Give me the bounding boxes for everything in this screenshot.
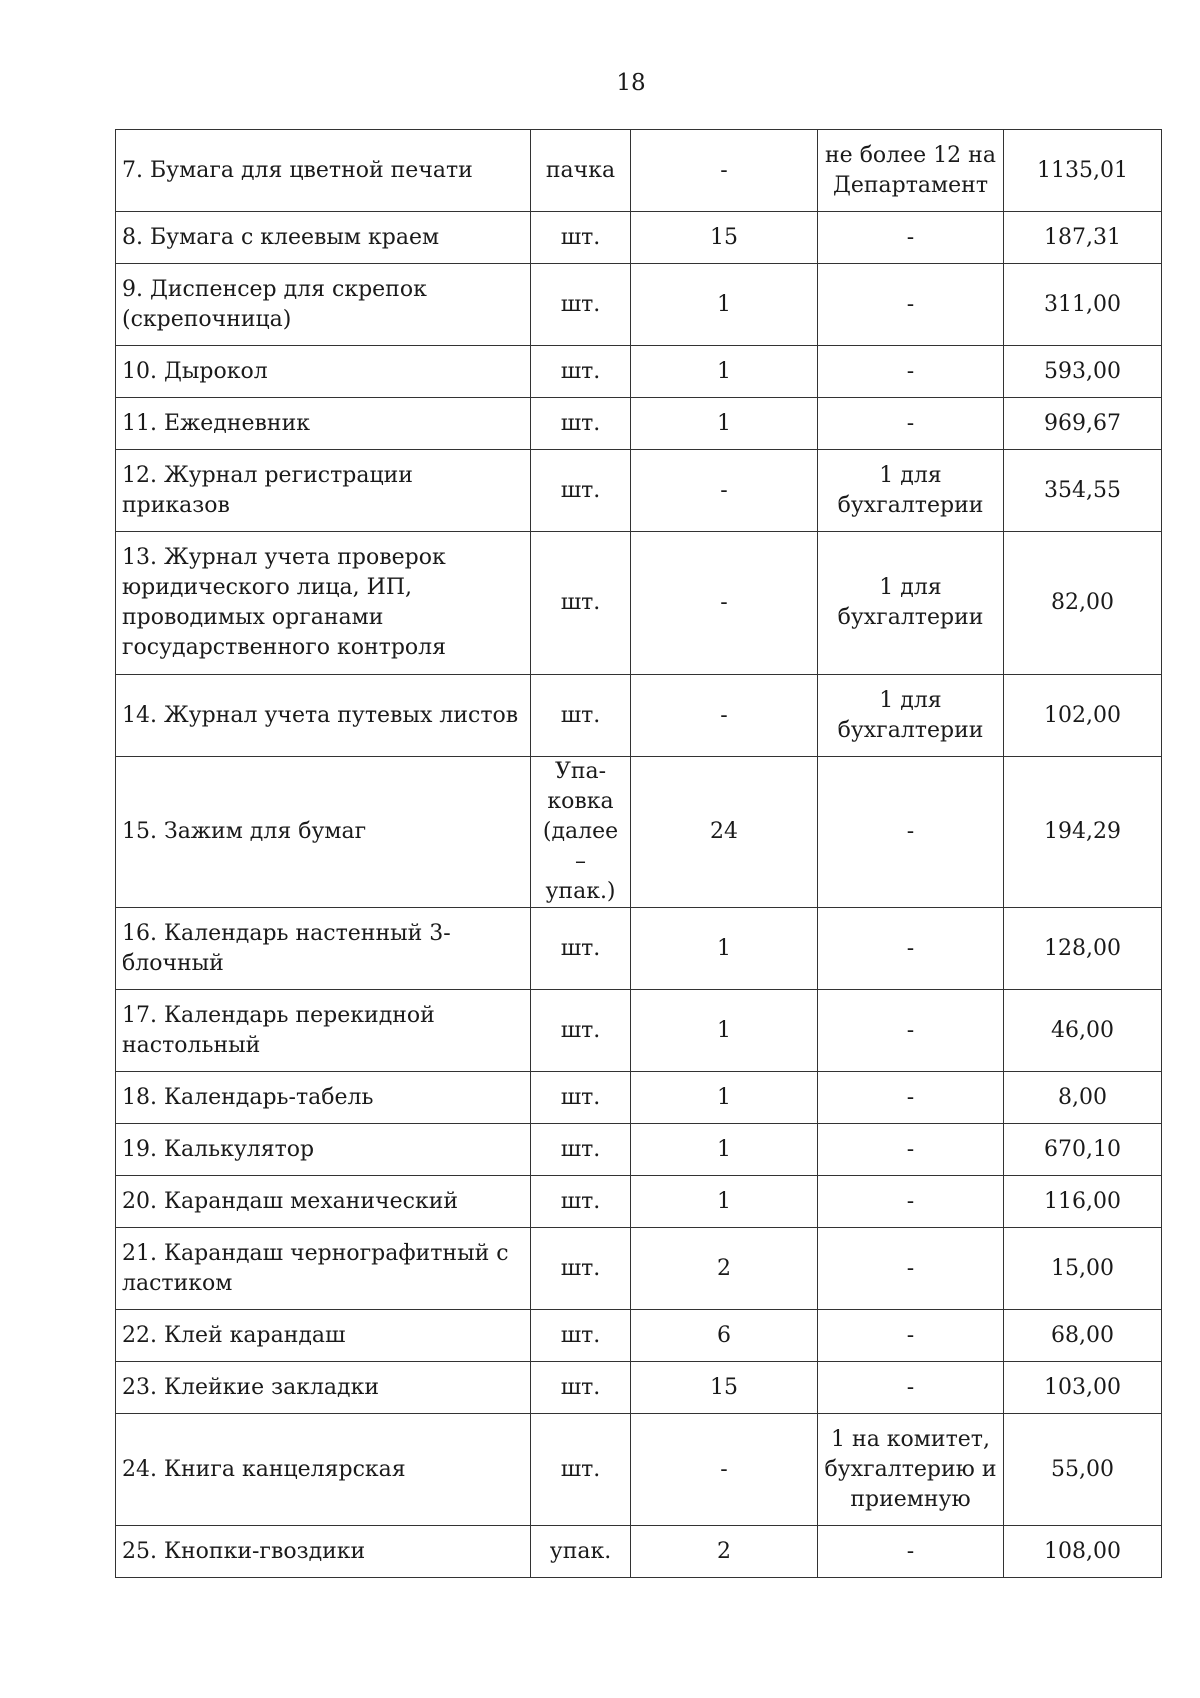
unit-cell: шт. <box>531 1310 631 1362</box>
price-cell: 103,00 <box>1004 1362 1162 1414</box>
table-row <box>116 1228 1162 1310</box>
unit-cell: пачка <box>531 130 631 212</box>
item-name-cell: 24. Книга канцелярская <box>116 1414 531 1526</box>
table-row <box>116 1072 1162 1124</box>
price-cell: 102,00 <box>1004 675 1162 757</box>
table-row <box>116 1310 1162 1362</box>
table-row <box>116 990 1162 1072</box>
item-name-cell: 18. Календарь-табель <box>116 1072 531 1124</box>
unit-cell: шт. <box>531 1362 631 1414</box>
unit-cell: шт. <box>531 264 631 346</box>
quantity-cell: 15 <box>631 1362 818 1414</box>
limit-cell: 1 для бухгалтерии <box>818 450 1004 532</box>
price-cell: 68,00 <box>1004 1310 1162 1362</box>
price-cell: 108,00 <box>1004 1526 1162 1578</box>
unit-cell: шт. <box>531 398 631 450</box>
limit-cell: - <box>818 212 1004 264</box>
item-name-cell: 19. Калькулятор <box>116 1124 531 1176</box>
item-name-cell: 16. Календарь настенный 3-блочный <box>116 908 531 990</box>
quantity-cell: - <box>631 450 818 532</box>
unit-cell: шт. <box>531 1176 631 1228</box>
unit-cell: шт. <box>531 532 631 675</box>
table-row <box>116 212 1162 264</box>
price-cell: 187,31 <box>1004 212 1162 264</box>
quantity-cell: - <box>631 675 818 757</box>
price-cell: 116,00 <box>1004 1176 1162 1228</box>
limit-cell: 1 на комитет, бухгалтерию и приемную <box>818 1414 1004 1526</box>
item-name-cell: 21. Карандаш чернографитный с ластиком <box>116 1228 531 1310</box>
quantity-cell: 24 <box>631 757 818 908</box>
item-name-cell: 9. Диспенсер для скрепок (скрепочница) <box>116 264 531 346</box>
price-cell: 1135,01 <box>1004 130 1162 212</box>
limit-cell: - <box>818 908 1004 990</box>
quantity-cell: 1 <box>631 990 818 1072</box>
quantity-cell: 1 <box>631 908 818 990</box>
limit-cell: - <box>818 990 1004 1072</box>
unit-cell: упак. <box>531 1526 631 1578</box>
unit-cell: шт. <box>531 675 631 757</box>
table-row <box>116 130 1162 212</box>
limit-cell: - <box>818 1526 1004 1578</box>
price-cell: 128,00 <box>1004 908 1162 990</box>
unit-cell: шт. <box>531 212 631 264</box>
limit-cell: - <box>818 757 1004 908</box>
supplies-table <box>115 129 1162 1578</box>
price-cell: 15,00 <box>1004 1228 1162 1310</box>
table-row <box>116 1176 1162 1228</box>
quantity-cell: - <box>631 1414 818 1526</box>
unit-cell: шт. <box>531 346 631 398</box>
item-name-cell: 11. Ежедневник <box>116 398 531 450</box>
limit-cell: - <box>818 1362 1004 1414</box>
quantity-cell: 1 <box>631 1176 818 1228</box>
quantity-cell: 1 <box>631 398 818 450</box>
quantity-cell: 2 <box>631 1228 818 1310</box>
item-name-cell: 13. Журнал учета проверок юридического лица, ИП, проводимых органами государственного контроля <box>116 532 531 675</box>
price-cell: 593,00 <box>1004 346 1162 398</box>
unit-cell: шт. <box>531 450 631 532</box>
table-row <box>116 908 1162 990</box>
item-name-cell: 22. Клей карандаш <box>116 1310 531 1362</box>
item-name-cell: 8. Бумага с клеевым краем <box>116 212 531 264</box>
price-cell: 8,00 <box>1004 1072 1162 1124</box>
quantity-cell: 2 <box>631 1526 818 1578</box>
limit-cell: - <box>818 1228 1004 1310</box>
quantity-cell: 1 <box>631 346 818 398</box>
quantity-cell: 15 <box>631 212 818 264</box>
price-cell: 55,00 <box>1004 1414 1162 1526</box>
item-name-cell: 25. Кнопки-гвоздики <box>116 1526 531 1578</box>
quantity-cell: 1 <box>631 1124 818 1176</box>
price-cell: 311,00 <box>1004 264 1162 346</box>
item-name-cell: 15. Зажим для бумаг <box>116 757 531 908</box>
item-name-cell: 12. Журнал регистрации приказов <box>116 450 531 532</box>
table-row <box>116 450 1162 532</box>
item-name-cell: 17. Календарь перекидной настольный <box>116 990 531 1072</box>
limit-cell: - <box>818 1310 1004 1362</box>
page-number: 18 <box>616 70 646 96</box>
price-cell: 354,55 <box>1004 450 1162 532</box>
table-row <box>116 264 1162 346</box>
price-cell: 82,00 <box>1004 532 1162 675</box>
unit-cell: шт. <box>531 1228 631 1310</box>
unit-cell: Упа-ковка (далее – упак.) <box>531 757 631 908</box>
table-row <box>116 1414 1162 1526</box>
price-cell: 194,29 <box>1004 757 1162 908</box>
quantity-cell: 1 <box>631 264 818 346</box>
price-cell: 46,00 <box>1004 990 1162 1072</box>
table-row <box>116 1124 1162 1176</box>
item-name-cell: 20. Карандаш механический <box>116 1176 531 1228</box>
table-row <box>116 757 1162 908</box>
quantity-cell: 6 <box>631 1310 818 1362</box>
unit-cell: шт. <box>531 1072 631 1124</box>
quantity-cell: - <box>631 130 818 212</box>
item-name-cell: 14. Журнал учета путевых листов <box>116 675 531 757</box>
table-row <box>116 346 1162 398</box>
quantity-cell: 1 <box>631 1072 818 1124</box>
table-row <box>116 398 1162 450</box>
unit-cell: шт. <box>531 1414 631 1526</box>
unit-cell: шт. <box>531 990 631 1072</box>
table-row <box>116 1362 1162 1414</box>
limit-cell: не более 12 на Департамент <box>818 130 1004 212</box>
item-name-cell: 23. Клейкие закладки <box>116 1362 531 1414</box>
unit-cell: шт. <box>531 908 631 990</box>
unit-cell: шт. <box>531 1124 631 1176</box>
item-name-cell: 7. Бумага для цветной печати <box>116 130 531 212</box>
limit-cell: - <box>818 264 1004 346</box>
limit-cell: - <box>818 346 1004 398</box>
table-row <box>116 532 1162 675</box>
limit-cell: - <box>818 1176 1004 1228</box>
table-row <box>116 1526 1162 1578</box>
quantity-cell: - <box>631 532 818 675</box>
item-name-cell: 10. Дырокол <box>116 346 531 398</box>
price-cell: 670,10 <box>1004 1124 1162 1176</box>
limit-cell: - <box>818 1124 1004 1176</box>
table-row <box>116 675 1162 757</box>
limit-cell: - <box>818 398 1004 450</box>
limit-cell: - <box>818 1072 1004 1124</box>
limit-cell: 1 для бухгалтерии <box>818 532 1004 675</box>
price-cell: 969,67 <box>1004 398 1162 450</box>
limit-cell: 1 для бухгалтерии <box>818 675 1004 757</box>
